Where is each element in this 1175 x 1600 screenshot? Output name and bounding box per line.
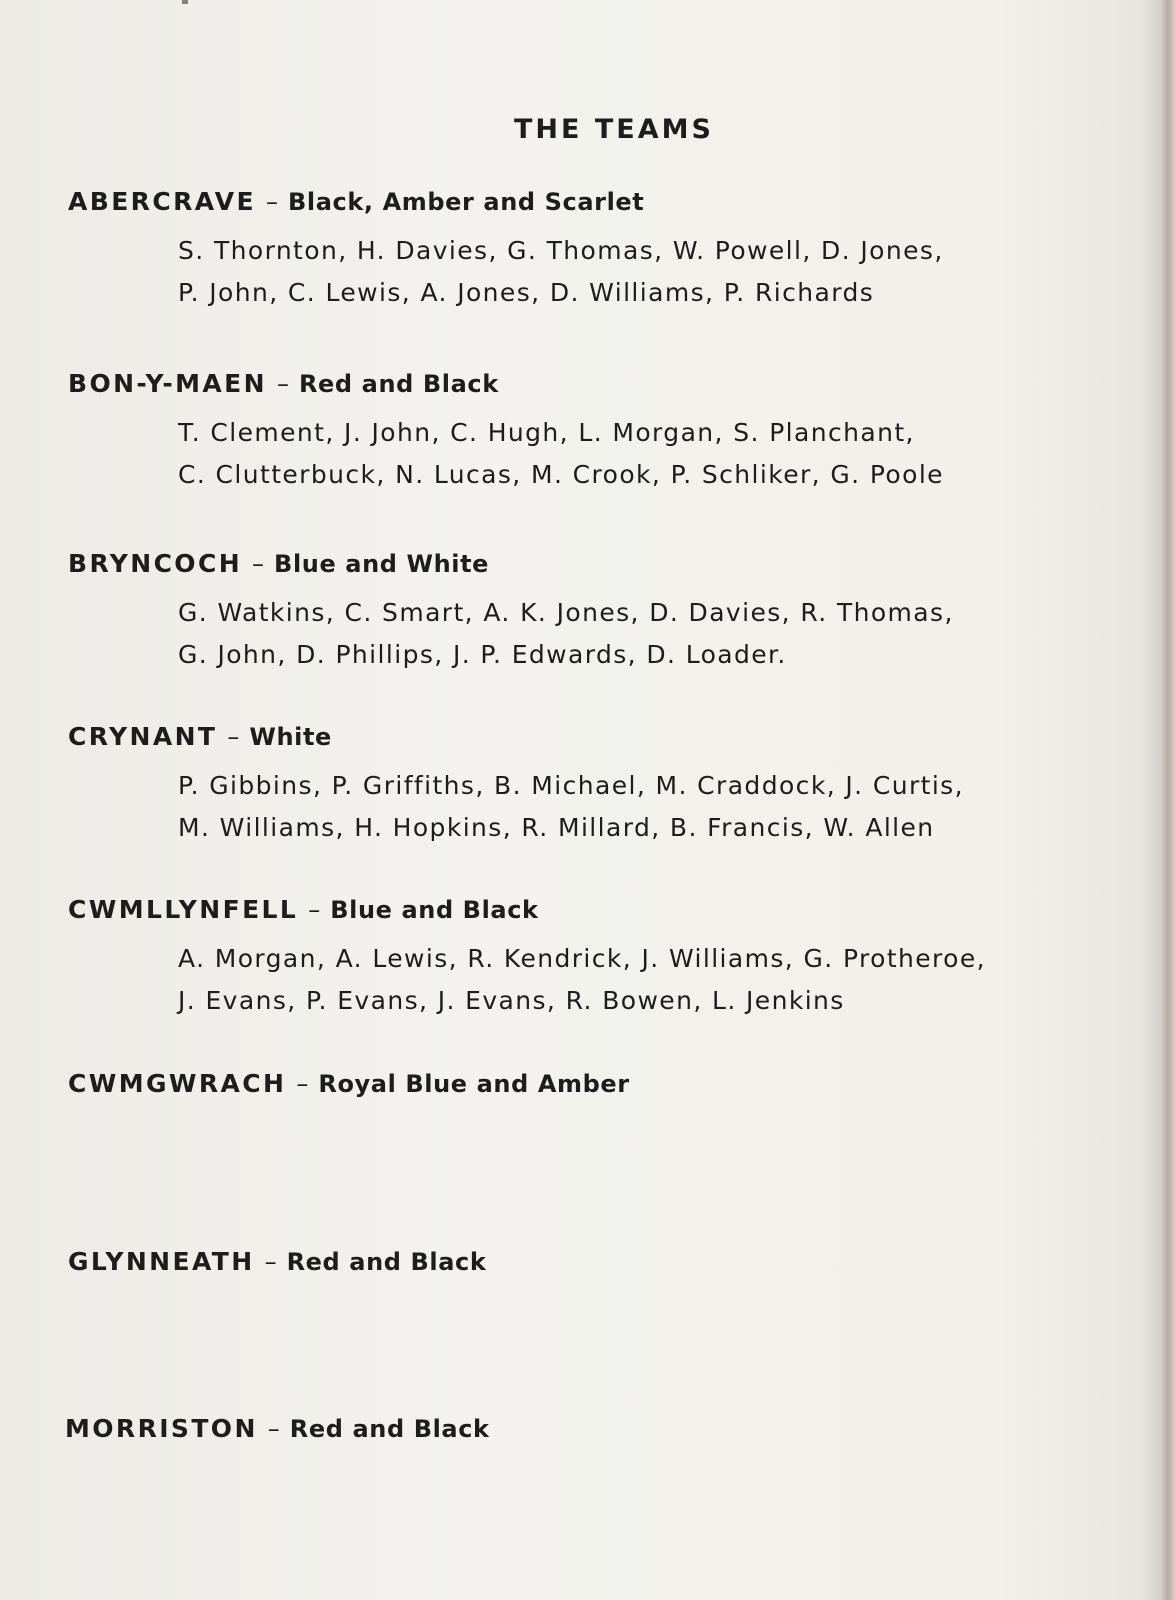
- heading-dash: –: [276, 370, 289, 398]
- club-name: CWMGWRACH: [68, 1069, 287, 1098]
- team-heading: [68, 1245, 1128, 1279]
- team-heading: [68, 367, 1128, 401]
- team-cwmgwrach: [68, 1067, 1128, 1101]
- team-morriston: [65, 1412, 1125, 1446]
- team-heading: [68, 1067, 1128, 1101]
- club-name: GLYNNEATH: [68, 1247, 255, 1276]
- page-spine: [1161, 0, 1175, 1600]
- page-gutter-shadow: [1141, 0, 1161, 1600]
- team-cwmllynfell: [68, 893, 1128, 1022]
- club-colours: Black, Amber and Scarlet: [288, 188, 645, 216]
- player-list-line: P. Gibbins, P. Griffiths, B. Michael, M. Craddock, J. Curtis,: [178, 771, 964, 800]
- team-glynneath: [68, 1245, 1128, 1279]
- player-list-line: G. Watkins, C. Smart, A. K. Jones, D. Davies, R. Thomas,: [178, 598, 954, 627]
- print-mark: [182, 0, 188, 4]
- club-name: BON-Y-MAEN: [68, 369, 267, 398]
- heading-dash: –: [267, 1415, 280, 1443]
- team-abercrave: [68, 185, 1128, 314]
- heading-dash: –: [308, 896, 321, 924]
- club-name: BRYNCOCH: [68, 549, 243, 578]
- player-list-line: J. Evans, P. Evans, J. Evans, R. Bowen, L. Jenkins: [178, 986, 845, 1015]
- team-heading: [68, 185, 1128, 219]
- heading-dash: –: [264, 1248, 277, 1276]
- club-colours: Blue and White: [274, 550, 490, 578]
- club-colours: Blue and Black: [330, 896, 539, 924]
- team-bon-y-maen: [68, 367, 1128, 496]
- club-name: MORRISTON: [65, 1414, 258, 1443]
- club-name: CWMLLYNFELL: [68, 895, 299, 924]
- team-heading: [68, 893, 1128, 927]
- player-list-line: M. Williams, H. Hopkins, R. Millard, B. Francis, W. Allen: [178, 813, 935, 842]
- club-name: CRYNANT: [68, 722, 218, 751]
- team-crynant: [68, 720, 1128, 849]
- player-list-line: S. Thornton, H. Davies, G. Thomas, W. Powell, D. Jones,: [178, 236, 944, 265]
- player-list-line: G. John, D. Phillips, J. P. Edwards, D. Loader.: [178, 640, 787, 669]
- player-list-line: T. Clement, J. John, C. Hugh, L. Morgan, S. Planchant,: [178, 418, 915, 447]
- club-colours: Red and Black: [286, 1248, 487, 1276]
- heading-dash: –: [266, 188, 279, 216]
- club-colours: Royal Blue and Amber: [318, 1070, 630, 1098]
- club-colours: Red and Black: [298, 370, 499, 398]
- team-heading: [68, 720, 1128, 754]
- player-list-line: C. Clutterbuck, N. Lucas, M. Crook, P. Schliker, G. Poole: [178, 460, 944, 489]
- player-list-line: A. Morgan, A. Lewis, R. Kendrick, J. Williams, G. Protheroe,: [178, 944, 986, 973]
- club-name: ABERCRAVE: [68, 187, 257, 216]
- heading-dash: –: [227, 723, 240, 751]
- club-colours: White: [249, 723, 332, 751]
- team-bryncoch: [68, 547, 1128, 676]
- player-list-line: P. John, C. Lewis, A. Jones, D. Williams, P. Richards: [178, 278, 875, 307]
- heading-dash: –: [296, 1070, 309, 1098]
- page-title: THE TEAMS: [514, 114, 714, 145]
- team-heading: [65, 1412, 1125, 1446]
- heading-dash: –: [252, 550, 265, 578]
- club-colours: Red and Black: [289, 1415, 490, 1443]
- team-heading: [68, 547, 1128, 581]
